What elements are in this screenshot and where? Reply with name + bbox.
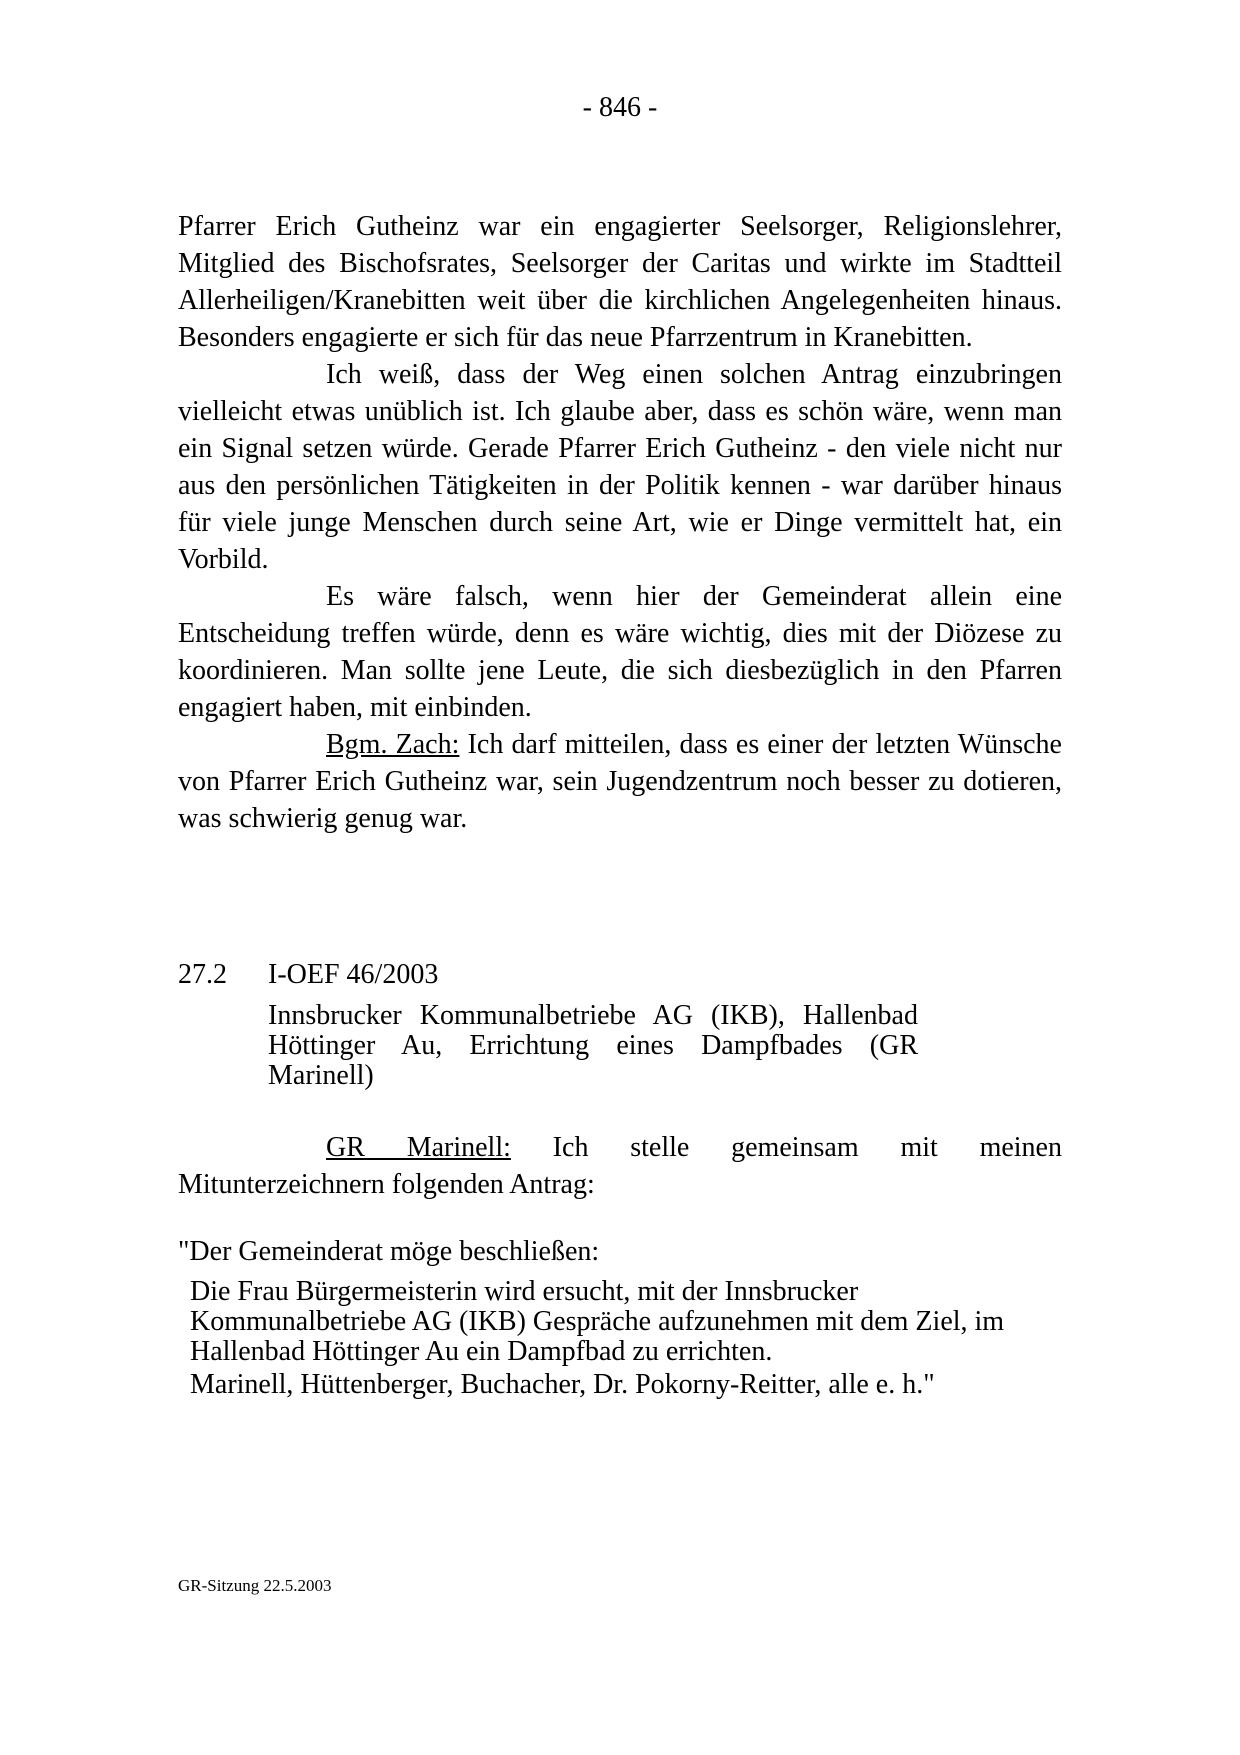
- paragraph-2: Ich weiß, dass der Weg einen solchen Antrag einzubringen vielleicht etwas unüblich ist. Ich glaube aber, dass es schön wäre, wenn man ein Signal setzen würde. Gerade Pfarrer Erich Gutheinz - den viele nicht nur aus den persönlichen Tätigkeiten in der Politik kennen - war darüber hinaus für viele junge Menschen durch seine Art, wie er Dinge vermittelt hat, ein Vorbild.: [178, 359, 1062, 575]
- page-number: - 846 -: [582, 92, 658, 123]
- paragraph-4: [178, 726, 1062, 837]
- resolution-signers: Marinell, Hüttenberger, Buchacher, Dr. Pokorny-Reitter, alle e. h.": [190, 1369, 935, 1400]
- speaker-name: Bgm. Zach:: [326, 729, 460, 760]
- motion-paragraph: [178, 1129, 1062, 1203]
- motion-intro: [178, 1129, 1062, 1203]
- speaker-statement: Ich darf mitteilen, dass es einer der letzten Wünsche von Pfarrer Erich Gutheinz war, sein Jugendzentrum noch besser zu dotieren, was schwierig genug war.: [178, 729, 1062, 834]
- agenda-item-number: 27.2: [178, 959, 227, 990]
- agenda-item-title: Innsbrucker Kommunalbetriebe AG (IKB), Hallenbad Höttinger Au, Errichtung eines Dampfbades (GR Marinell): [268, 1000, 918, 1091]
- motion-speaker: GR Marinell:: [326, 1132, 511, 1163]
- agenda-item-reference: I-OEF 46/2003: [268, 959, 439, 990]
- page-footer: GR-Sitzung 22.5.2003: [178, 1576, 332, 1595]
- paragraph-1: Pfarrer Erich Gutheinz war ein engagierter Seelsorger, Religionslehrer, Mitglied des Bischofsrates, Seelsorger der Caritas und wirkte im Stadtteil Allerheiligen/Kranebitten weit über die kirchlichen Angelegenheiten hinaus. Besonders engagierte er sich für das neue Pfarrzentrum in Kranebitten.: [178, 211, 1062, 353]
- paragraph-3: Es wäre falsch, wenn hier der Gemeinderat allein eine Entscheidung treffen würde, denn es wäre wichtig, dies mit der Diözese zu koordinieren. Man sollte jene Leute, die sich diesbezüglich in den Pfarren engagiert haben, mit einbinden.: [178, 581, 1062, 723]
- resolution-body: Die Frau Bürgermeisterin wird ersucht, mit der Innsbrucker Kommunalbetriebe AG (IKB) Gespräche aufzunehmen mit dem Ziel, im Hallenbad Höttinger Au ein Dampfbad zu errichten.: [190, 1276, 1005, 1367]
- agenda-item-heading: [178, 956, 438, 993]
- resolution-intro: "Der Gemeinderat möge beschließen:: [178, 1236, 600, 1267]
- motion-text: Ich stelle gemeinsam mit meinen Mitunterzeichnern folgenden Antrag:: [178, 1132, 1062, 1200]
- transcript-body: [178, 208, 1062, 837]
